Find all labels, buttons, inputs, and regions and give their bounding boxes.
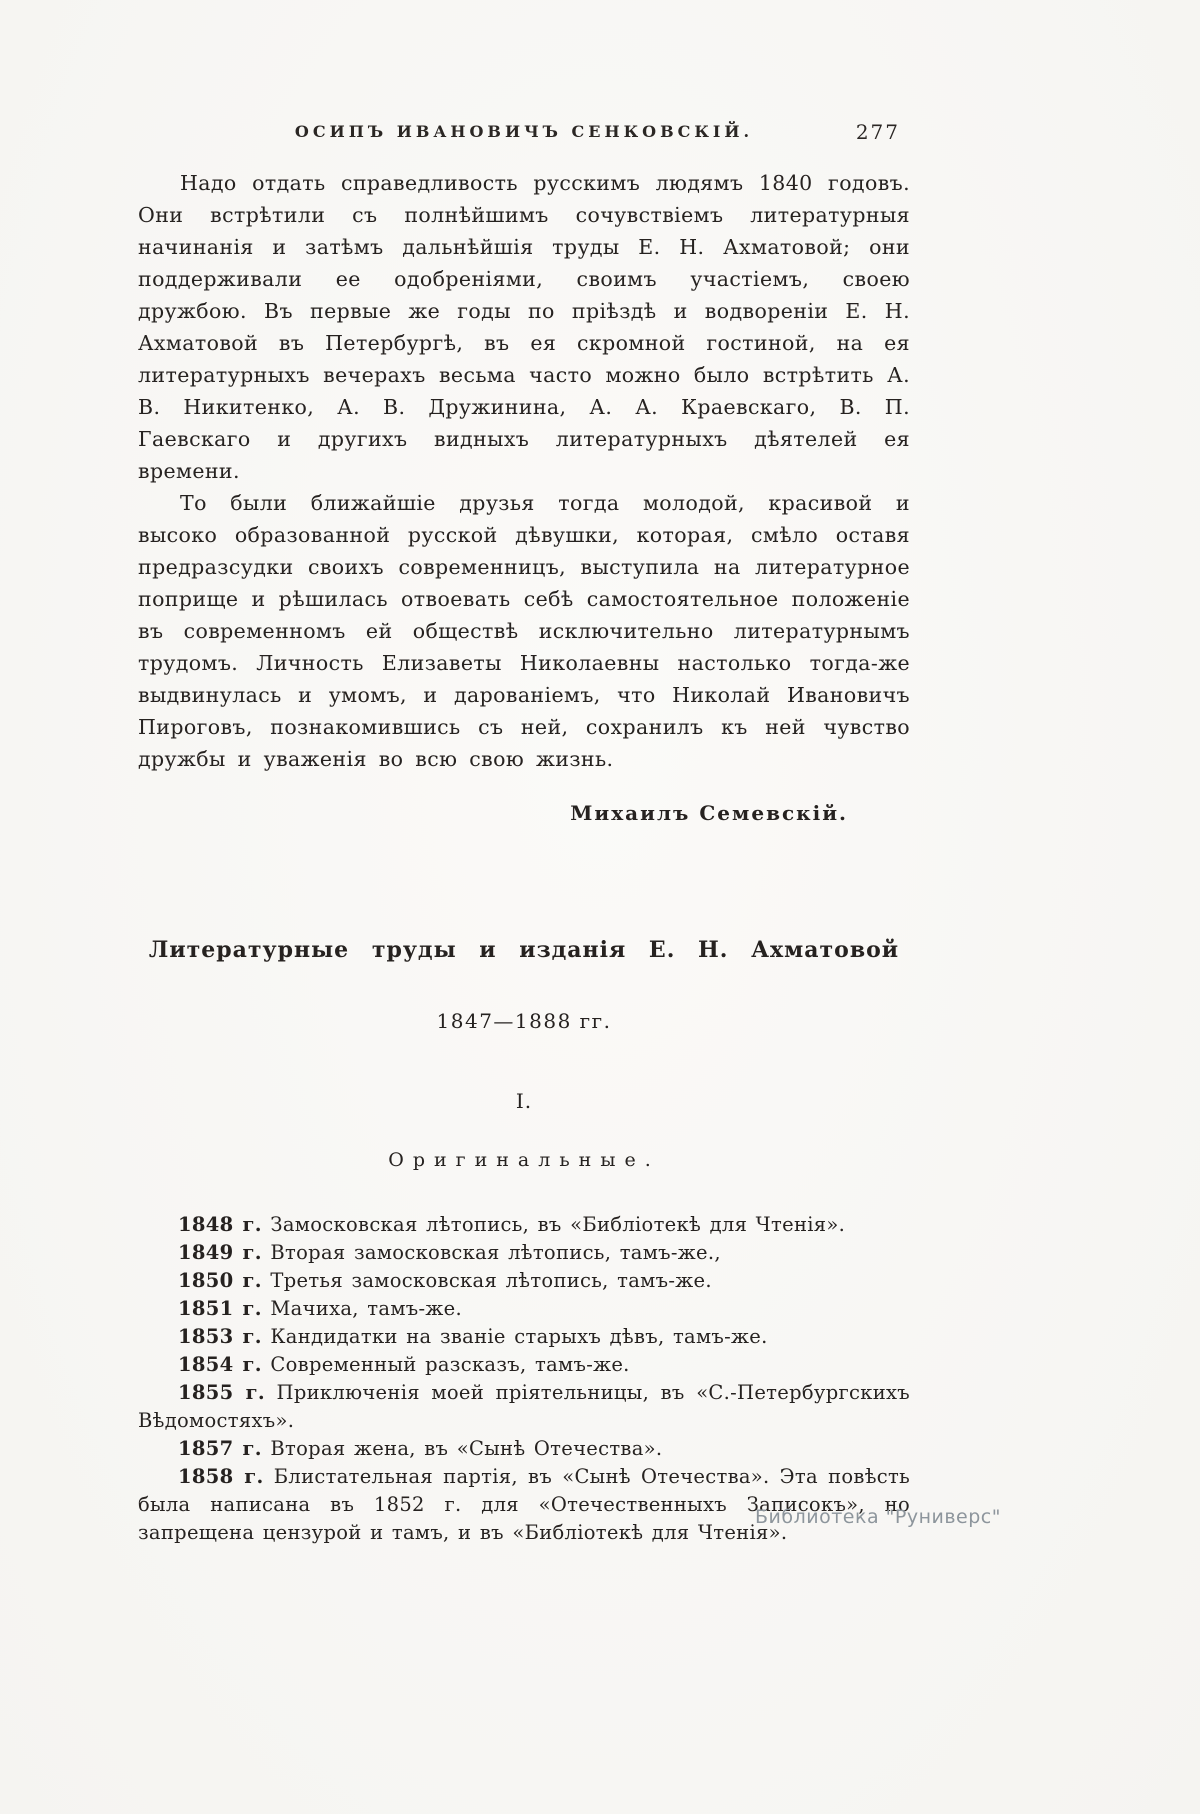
- work-text: Мачиха, тамъ-же.: [270, 1297, 462, 1320]
- work-entry: [138, 1379, 910, 1435]
- work-text: Кандидатки на званіе старыхъ дѣвъ, тамъ-же.: [270, 1325, 768, 1348]
- work-entry: [138, 1463, 910, 1547]
- work-text: Современный разсказъ, тамъ-же.: [270, 1353, 630, 1376]
- work-year: 1854 г.: [178, 1353, 262, 1376]
- work-year: 1855 г.: [178, 1381, 265, 1404]
- work-year: 1849 г.: [178, 1241, 262, 1264]
- section-numeral: I.: [515, 1089, 533, 1113]
- author-signature: Михаилъ Семевскій.: [570, 801, 848, 825]
- work-year: 1857 г.: [178, 1437, 262, 1460]
- paragraph-1: Надо отдать справедливость русскимъ людямъ 1840 годовъ. Они встрѣтили съ полнѣйшимъ сочувствіемъ литературныя начинанія и затѣмъ дальнѣйшія труды Е. Н. Ахматовой; они поддерживали ее одобреніями, своимъ участіемъ, своею дружбою. Въ первые же годы по пріѣздѣ и водвореніи Е. Н. Ахматовой въ Петербургѣ, въ ея скромной гостиной, на ея литературныхъ вечерахъ весьма часто можно было встрѣтить А. В. Никитенко, А. В. Дружинина, А. А. Краевскаго, В. П. Гаевскаго и другихъ видныхъ литературныхъ дѣятелей ея времени.: [138, 171, 910, 483]
- work-entry: [138, 1267, 910, 1295]
- work-text: Блистательная партія, въ «Сынѣ Отечества». Эта повѣсть была написана въ 1852 г. для «Отечественныхъ Записокъ», но запрещена цензурой и тамъ, и въ «Библіотекѣ для Чтенія».: [138, 1465, 910, 1544]
- watermark: Библиотека "Руниверс": [755, 1506, 1001, 1528]
- work-year: 1851 г.: [178, 1297, 262, 1320]
- work-year: 1850 г.: [178, 1269, 262, 1292]
- work-entry: [138, 1295, 910, 1323]
- work-entry: [138, 1351, 910, 1379]
- page-number: 277: [855, 120, 900, 144]
- work-text: Третья замосковская лѣтопись, тамъ-же.: [270, 1269, 712, 1292]
- work-text: Вторая жена, въ «Сынѣ Отечества».: [270, 1437, 663, 1460]
- work-text: Приключенія моей пріятельницы, въ «С.-Петербургскихъ Вѣдомостяхъ».: [138, 1381, 911, 1432]
- work-entry: [138, 1239, 910, 1267]
- running-title: ОСИПЪ ИВАНОВИЧЪ СЕНКОВСКІЙ.: [294, 122, 754, 141]
- paragraph-2: То были ближайшіе друзья тогда молодой, красивой и высоко образованной русской дѣвушки, которая, смѣло оставя предразсудки своихъ современницъ, выступила на литературное поприще и рѣшилась отвоевать себѣ самостоятельное положеніе въ современномъ ей обществѣ исключительно литературнымъ трудомъ. Личность Елизаветы Николаевны настолько тогда-же выдвинулась и умомъ, и дарованіемъ, что Николай Ивановичъ Пироговъ, познакомившись съ ней, сохранилъ къ ней чувство дружбы и уваженія во всю свою жизнь.: [138, 491, 910, 771]
- work-year: 1853 г.: [178, 1325, 262, 1348]
- work-text: Вторая замосковская лѣтопись, тамъ-же.,: [270, 1241, 721, 1264]
- work-year: 1848 г.: [178, 1213, 262, 1236]
- work-year: 1858 г.: [178, 1465, 264, 1488]
- work-entry: [138, 1211, 910, 1239]
- date-range: 1847—1888 гг.: [436, 1009, 612, 1033]
- section-title: Литературные труды и изданія Е. Н. Ахматовой: [148, 937, 900, 963]
- subsection-title: Оригинальные.: [388, 1149, 660, 1171]
- works-list: [138, 1211, 910, 1547]
- work-entry: [138, 1323, 910, 1351]
- work-entry: [138, 1435, 910, 1463]
- page-header: [138, 120, 910, 144]
- book-page: [138, 0, 910, 1547]
- work-text: Замосковская лѣтопись, въ «Библіотекѣ для Чтенія».: [270, 1213, 846, 1236]
